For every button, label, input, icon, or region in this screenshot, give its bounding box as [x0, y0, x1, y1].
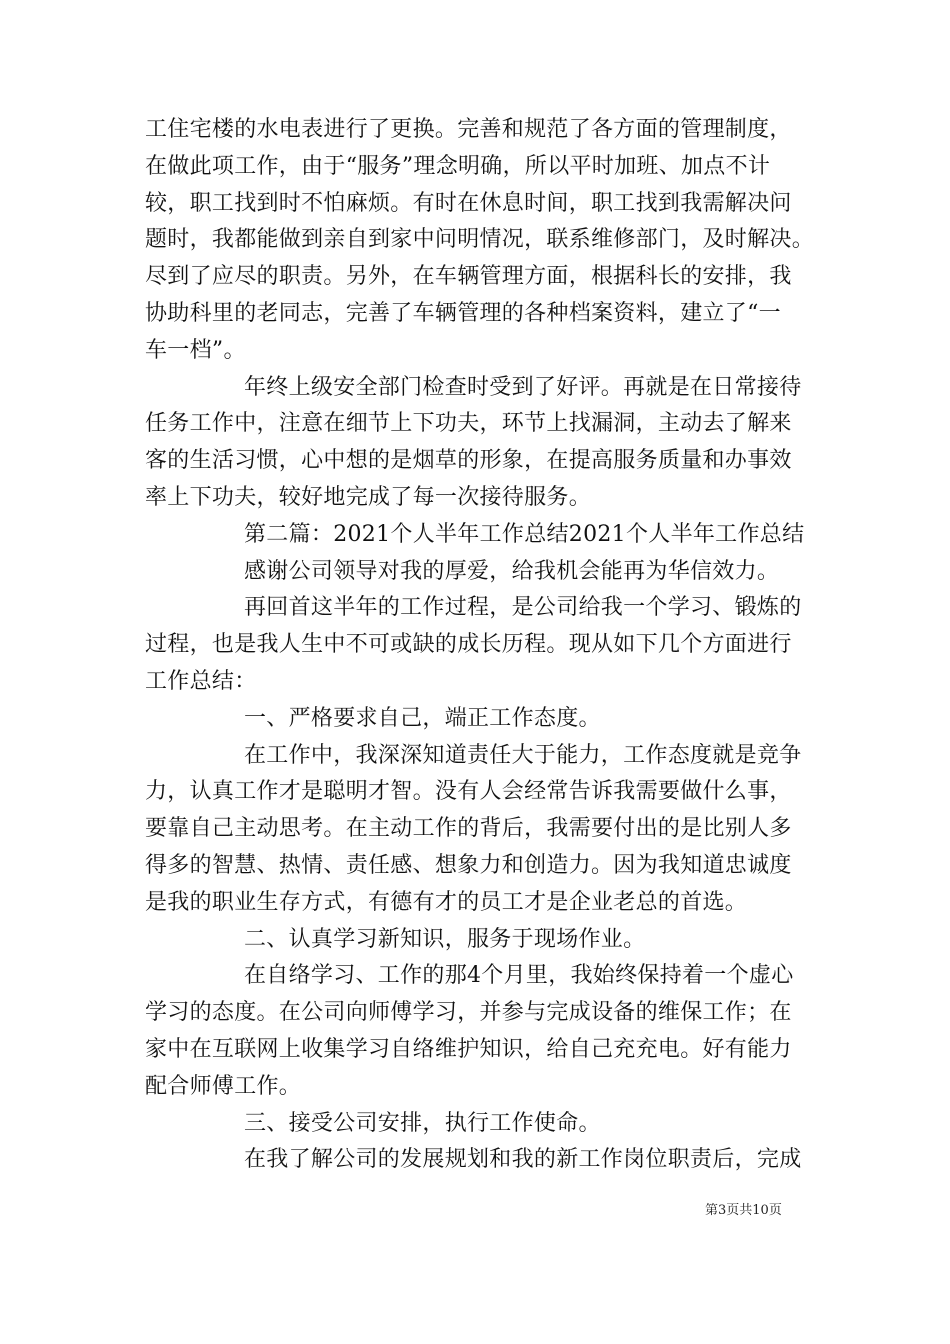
document-body [145, 112, 815, 1179]
paragraph [145, 701, 810, 738]
text-line: 再回首这半年的工作过程，是公司给我一个学习、锻炼的 [244, 595, 802, 621]
text-line: 是我的职业生存方式，有德有才的员工才是企业老总的首选。 [145, 889, 748, 915]
text-line: 车一档”。 [145, 337, 246, 363]
text-line: 在做此项工作，由于“服务”理念明确，所以平时加班、加点不计 [145, 153, 771, 179]
text-line: 学习的态度。在公司向师傅学习，并参与完成设备的维保工作；在 [145, 1000, 792, 1026]
paragraph [145, 1142, 810, 1179]
paragraph [145, 1106, 810, 1143]
text-line: 力，认真工作才是聪明才智。没有人会经常告诉我需要做什么事， [145, 779, 792, 805]
text-line: 三、接受公司安排，执行工作使命。 [244, 1110, 601, 1136]
text-line: 率上下功夫，较好地完成了每一次接待服务。 [145, 484, 592, 510]
paragraph [145, 554, 810, 591]
text-line: 第二篇：2021个人半年工作总结2021个人半年工作总结 [244, 521, 805, 547]
text-line: 工住宅楼的水电表进行了更换。完善和规范了各方面的管理制度， [145, 117, 792, 142]
paragraph [145, 112, 815, 370]
text-line: 在我了解公司的发展规划和我的新工作岗位职责后，完成 [244, 1147, 802, 1173]
page-number-footer: 第3页共10页 [705, 1203, 782, 1218]
text-line: 家中在互联网上收集学习自络维护知识，给自己充充电。好有能力 [145, 1036, 792, 1062]
text-line: 客的生活习惯，心中想的是烟草的形象，在提高服务质量和办事效 [145, 448, 792, 474]
paragraph [145, 922, 810, 959]
text-line: 尽到了应尽的职责。另外，在车辆管理方面，根据科长的安排，我 [145, 264, 792, 290]
paragraph [145, 370, 810, 517]
text-line: 在自络学习、工作的那4个月里，我始终保持着一个虚心 [244, 963, 794, 989]
text-line: 年终上级安全部门检查时受到了好评。再就是在日常接待 [244, 374, 802, 400]
text-line: 得多的智慧、热情、责任感、想象力和创造力。因为我知道忠诚度 [145, 852, 792, 878]
text-line: 工作总结： [145, 668, 257, 694]
text-line: 二、认真学习新知识，服务于现场作业。 [244, 926, 646, 952]
paragraph [145, 517, 810, 554]
text-line: 较，职工找到时不怕麻烦。有时在休息时间，职工找到我需解决问 [145, 190, 792, 216]
text-line: 配合师傅工作。 [145, 1073, 302, 1099]
text-line: 过程，也是我人生中不可或缺的成长历程。现从如下几个方面进行 [145, 632, 792, 658]
text-line: 要靠自己主动思考。在主动工作的背后，我需要付出的是比别人多 [145, 816, 792, 842]
text-line: 在工作中，我深深知道责任大于能力，工作态度就是竞争 [244, 742, 802, 768]
text-line: 一、严格要求自己，端正工作态度。 [244, 705, 601, 731]
text-line: 协助科里的老同志，完善了车辆管理的各种档案资料，建立了“一 [145, 300, 781, 326]
text-line: 感谢公司领导对我的厚爱，给我机会能再为华信效力。 [244, 558, 780, 584]
paragraph [145, 738, 810, 922]
text-line: 题时，我都能做到亲自到家中问明情况，联系维修部门，及时解决。 [145, 227, 815, 253]
paragraph [145, 958, 810, 1105]
paragraph [145, 590, 810, 700]
text-line: 任务工作中，注意在细节上下功夫，环节上找漏洞，主动去了解来 [145, 411, 792, 437]
